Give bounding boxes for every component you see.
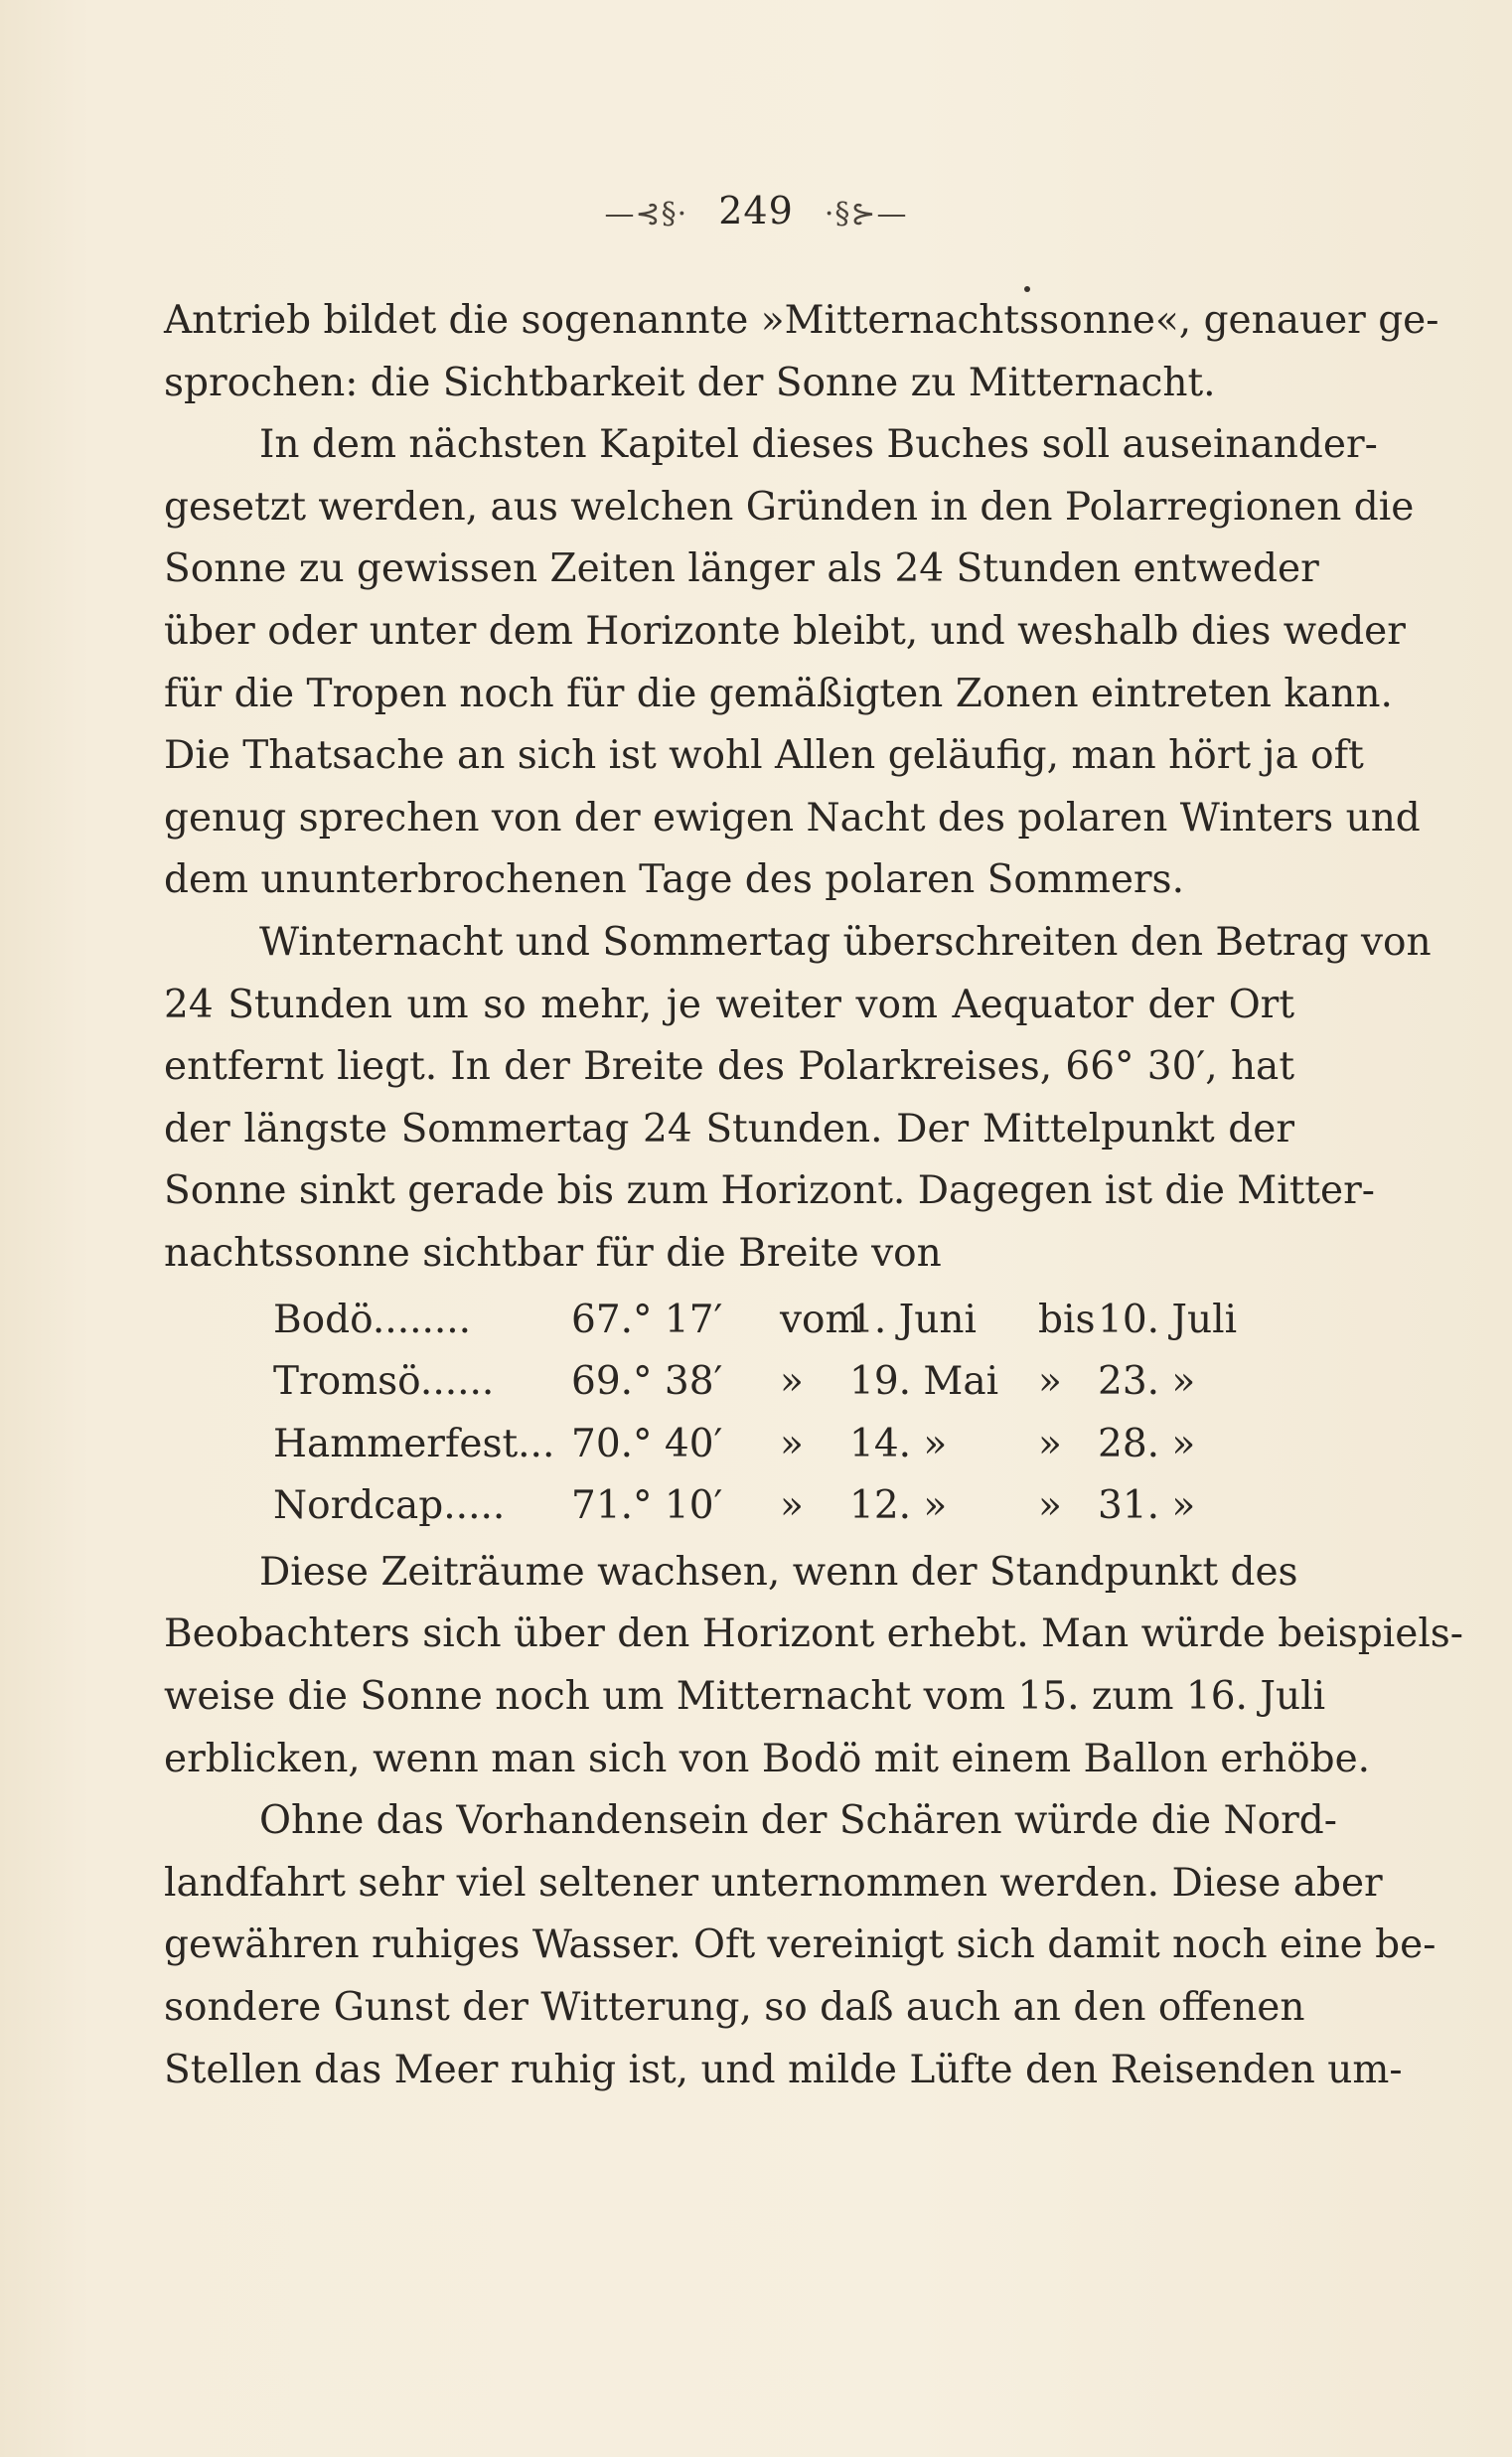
text-line: für die Tropen noch für die gemäßigten Zonen eintreten kann. [164,671,1393,716]
text-line: Beobachters sich über den Horizont erhebt. Man würde beispiels- [164,1612,1463,1657]
table-cell-to-day: 31. » [1098,1483,1196,1529]
table-row [273,1475,1294,1538]
text-line: landfahrt sehr viel seltener unternommen werden. Diese aber [164,1860,1383,1906]
table-cell-from-day: 14. » [849,1421,948,1466]
text-line: der längste Sommertag 24 Stunden. Der Mittelpunkt der [164,1106,1294,1152]
table-cell-from-day: 12. » [849,1483,948,1529]
text-line: Antrieb bildet die sogenannte »Mitternachtssonne«, genauer ge- [164,298,1439,343]
table-cell-place: Tromsö...... [273,1359,495,1405]
text-line: 24 Stunden um so mehr, je weiter vom Aequator der Ort [164,982,1294,1027]
table-cell-from: » [780,1359,804,1405]
table-cell-to: » [1038,1483,1062,1529]
table-cell-to: bis [1038,1297,1096,1342]
ornament-right: ·§⊱— [824,197,908,231]
table-cell-to: » [1038,1421,1062,1466]
paragraph [164,1790,1436,2101]
table-cell-from-day: 1. Juni [849,1297,977,1342]
paragraph [164,1542,1463,1790]
text-line: sprochen: die Sichtbarkeit der Sonne zu Mitternacht. [164,360,1216,405]
paragraphs-before [164,290,1439,1286]
text-line: Diese Zeiträume wachsen, wenn der Standpunkt des [259,1549,1298,1595]
table-cell-to-day: 10. Juli [1098,1297,1238,1342]
page-header [0,189,1512,232]
text-line: über oder unter dem Horizonte bleibt, und weshalb dies weder [164,608,1406,654]
text-line: gewähren ruhiges Wasser. Oft vereinigt sich damit noch eine be- [164,1922,1436,1968]
table-cell-degree: 71.° 10′ [571,1483,723,1529]
text-line: In dem nächsten Kapitel dieses Buches soll auseinander- [259,422,1378,468]
table-cell-place: Hammerfest... [273,1421,555,1466]
text-line: Sonne sinkt gerade bis zum Horizont. Dagegen ist die Mitter- [164,1168,1375,1214]
table-cell-place: Nordcap..... [273,1483,506,1529]
latitude-table [273,1290,1294,1538]
table-cell-to-day: 28. » [1098,1421,1196,1466]
text-line: gesetzt werden, aus welchen Gründen in den Polarregionen die [164,484,1415,530]
page-number: 249 [718,189,794,232]
table-cell-to-day: 23. » [1098,1359,1196,1405]
table-cell-degree: 70.° 40′ [571,1421,723,1466]
text-line: sondere Gunst der Witterung, so daß auch an den offenen [164,1985,1305,2031]
paragraph [164,912,1432,1286]
table-cell-from: » [780,1483,804,1529]
paragraph [164,290,1439,414]
table-cell-place: Bodö........ [273,1297,472,1342]
table-cell-to: » [1038,1359,1062,1405]
table-cell-degree: 69.° 38′ [571,1359,723,1405]
body-text [164,290,1463,2101]
text-line: Die Thatsache an sich ist wohl Allen geläufig, man hört ja oft [164,733,1364,779]
paragraphs-after [164,1542,1463,2101]
text-line: erblicken, wenn man sich von Bodö mit einem Ballon erhöbe. [164,1736,1371,1781]
text-line: genug sprechen von der ewigen Nacht des polaren Winters und [164,795,1421,841]
table-row [273,1290,1294,1352]
table-cell-from-day: 19. Mai [849,1359,999,1405]
text-line: Winternacht und Sommertag überschreiten den Betrag von [259,919,1432,965]
table-cell-degree: 67.° 17′ [571,1297,723,1342]
ornament-left: —⊰§· [604,197,688,231]
text-line: Ohne das Vorhandensein der Schären würde die Nord- [259,1798,1337,1844]
paragraph [164,414,1421,912]
table-cell-from: vom [780,1297,862,1342]
table-row [273,1351,1294,1414]
text-line: entfernt liegt. In der Breite des Polarkreises, 66° 30′, hat [164,1044,1294,1090]
text-line: Stellen das Meer ruhig ist, und milde Lüfte den Reisenden um- [164,2047,1403,2092]
text-line: weise die Sonne noch um Mitternacht vom 15. zum 16. Juli [164,1674,1326,1720]
text-line: nachtssonne sichtbar für die Breite von [164,1230,942,1276]
text-line: Sonne zu gewissen Zeiten länger als 24 Stunden entweder [164,546,1319,592]
text-line: dem ununterbrochenen Tage des polaren Sommers. [164,857,1184,903]
table-cell-from: » [780,1421,804,1466]
table-row [273,1414,1294,1476]
